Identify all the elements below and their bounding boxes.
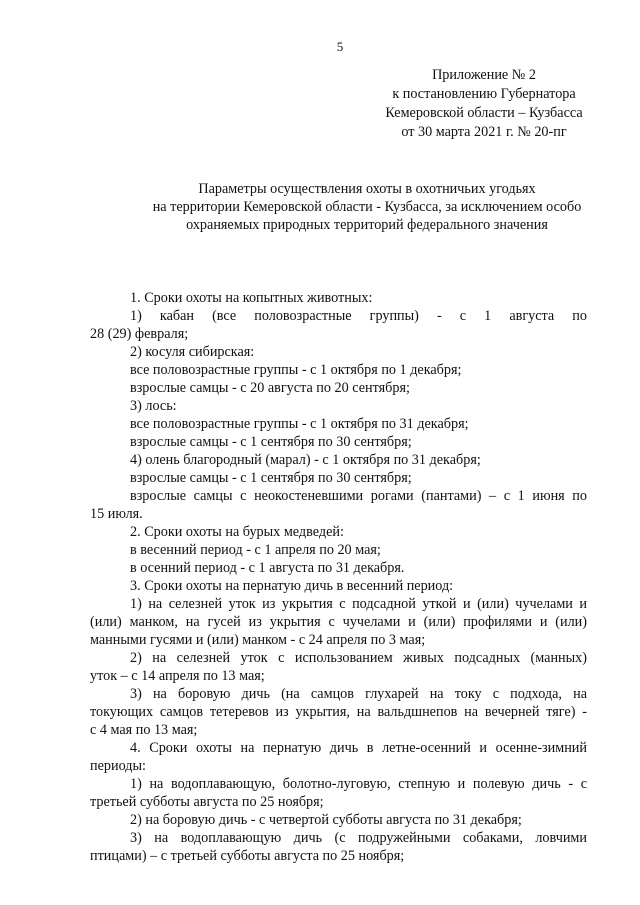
body-line: все половозрастные группы - с 1 октября по 1 декабря; [130, 362, 462, 378]
document-title-line-3: охраняемых природных территорий федерального значения [186, 217, 548, 233]
body-line: взрослые самцы - с 1 сентября по 30 сентября; [130, 434, 412, 450]
body-line: 15 июля. [90, 506, 143, 522]
body-line: (или) манком, на гусей из укрытия с чучелами и (или) профилями и (или) [90, 614, 587, 630]
body-line: манными гусями и (или) манком - с 24 апреля по 3 мая; [90, 632, 426, 648]
document-title-line-2: на территории Кемеровской области - Кузбасса, за исключением особо [152, 199, 582, 215]
body-line: третьей субботы августа по 25 ноября; [90, 794, 324, 810]
body-line: птицами) – с третьей субботы августа по 25 ноября; [90, 848, 405, 864]
appendix-line-1: Приложение № 2 [432, 67, 536, 83]
section-3-heading: 3. Сроки охоты на пернатую дичь в весенний период: [130, 578, 454, 594]
body-line: 1) кабан (все половозрастные группы) - с 1 августа по [130, 308, 587, 324]
body-line: 3) лось: [130, 398, 177, 414]
appendix-line-3: Кемеровской области – Кузбасса [385, 105, 583, 121]
body-line: с 4 мая по 13 мая; [90, 722, 198, 738]
section-2-heading: 2. Сроки охоты на бурых медведей: [130, 524, 344, 540]
body-line: уток – с 14 апреля по 13 мая; [90, 668, 265, 684]
body-line: 3) на водоплавающую дичь (с подружейными собаками, ловчими [130, 830, 587, 846]
body-line: в весенний период - с 1 апреля по 20 мая; [130, 542, 381, 558]
body-line: взрослые самцы с неокостеневшими рогами (пантами) – с 1 июня по [130, 488, 587, 504]
body-line: все половозрастные группы - с 1 октября по 31 декабря; [130, 416, 469, 432]
body-line: 2) на боровую дичь - с четвертой субботы августа по 31 декабря; [130, 812, 522, 828]
page-number: 5 [336, 39, 344, 54]
body-line: 1) на селезней уток из укрытия с подсадной уткой и (или) чучелами и [130, 596, 587, 612]
section-1-heading: 1. Сроки охоты на копытных животных: [130, 290, 373, 306]
appendix-line-4: от 30 марта 2021 г. № 20-пг [401, 124, 567, 140]
body-line: периоды: [90, 758, 146, 774]
body-line: взрослые самцы - с 20 августа по 20 сентября; [130, 380, 410, 396]
body-line: взрослые самцы - с 1 сентября по 30 сентября; [130, 470, 412, 486]
appendix-line-2: к постановлению Губернатора [392, 86, 576, 102]
body-line: 1) на водоплавающую, болотно-луговую, степную и полевую дичь - с [130, 776, 587, 792]
document-title-line-1: Параметры осуществления охоты в охотничьих угодьях [198, 181, 536, 197]
body-line: 2) на селезней уток с использованием живых подсадных (манных) [130, 650, 587, 666]
body-line: 28 (29) февраля; [90, 326, 189, 342]
body-line: 4) олень благородный (марал) - с 1 октября по 31 декабря; [130, 452, 481, 468]
section-4-heading: 4. Сроки охоты на пернатую дичь в летне-осенний и осенне-зимний [130, 740, 587, 756]
body-line: токующих самцов тетеревов из укрытия, на вальдшнепов на вечерней тяге) - [90, 704, 587, 720]
body-line: 3) на боровую дичь (на самцов глухарей на току с подхода, на [130, 686, 587, 702]
body-line: 2) косуля сибирская: [130, 344, 255, 360]
body-line: в осенний период - с 1 августа по 31 декабря. [130, 560, 405, 576]
